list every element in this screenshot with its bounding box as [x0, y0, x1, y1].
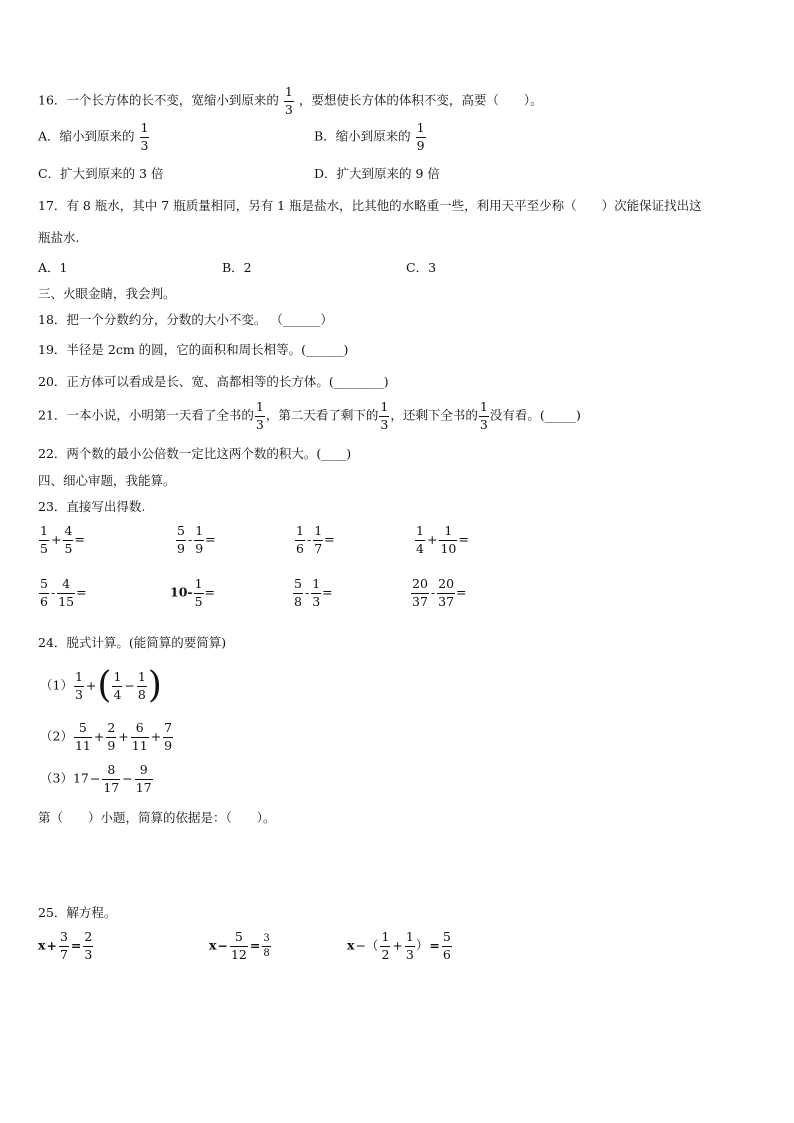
question-19: 19．半径是 2cm 的圆，它的面积和周长相等。(______) — [38, 342, 349, 357]
q16-option-b-label: B．缩小到原来的 — [314, 128, 411, 144]
q17-option-b[interactable]: B．2 — [222, 260, 252, 275]
section-3-heading: 三、火眼金睛，我会判。 — [38, 286, 176, 301]
q25-equation-1: x+ $\frac{3}{7}$ = $\frac{2}{3}$ — [38, 929, 93, 962]
question-16 — [38, 86, 543, 116]
q16-fraction: $\frac{1}{3}$ — [284, 84, 293, 117]
q16-option-b-fraction: $\frac{1}{9}$ — [416, 120, 425, 153]
question-24-title: 24．脱式计算。(能简算的要简算) — [38, 635, 227, 650]
q23-expr-1: $\frac{1}{5}$ + $\frac{4}{5}$ = — [40, 523, 85, 556]
question-18: 18．把一个分数约分，分数的大小不变。 （______） — [38, 312, 333, 327]
q16-text-pre: 16．一个长方体的长不变，宽缩小到原来的 — [38, 92, 279, 108]
q21-text-a: 21．一本小说，小明第一天看了全书的 — [38, 407, 254, 423]
question-21 — [38, 401, 581, 431]
q16-option-c[interactable]: C．扩大到原来的 3 倍 — [38, 166, 164, 181]
section-4-heading: 四、细心审题，我能算。 — [38, 473, 176, 488]
q16-option-b[interactable] — [314, 122, 427, 152]
q16-option-a-fraction: $\frac{1}{3}$ — [140, 120, 149, 153]
q23-expr-5: $\frac{5}{6}$ - $\frac{4}{15}$ = — [40, 576, 87, 609]
q16-option-d[interactable]: D．扩大到原来的 9 倍 — [314, 166, 440, 181]
q23-expr-8: $\frac{20}{37}$ - $\frac{20}{37}$ = — [412, 576, 467, 609]
question-23-title: 23．直接写出得数. — [38, 499, 146, 514]
q16-option-a-label: A．缩小到原来的 — [38, 128, 135, 144]
q25-equation-2: x− $\frac{5}{12}$ = $\frac{3}{8}$ — [209, 929, 270, 962]
q23-expr-6: 10- $\frac{1}{5}$ = — [170, 576, 216, 609]
q24-problem-2: （2） $\frac{5}{11}$ + $\frac{2}{9}$ + $\frac{6}{11}$ + $\frac{7}{9}$ — [40, 720, 173, 753]
q17-option-a[interactable]: A．1 — [38, 260, 68, 275]
q21-text-d: 没有看。(_____) — [489, 407, 581, 423]
q23-expr-2: $\frac{5}{9}$ - $\frac{1}{9}$ = — [177, 523, 216, 556]
q21-fraction-1: $\frac{1}{3}$ — [255, 399, 264, 432]
q23-expr-3: $\frac{1}{6}$ - $\frac{1}{7}$ = — [296, 523, 335, 556]
q24-problem-3: （3）17− $\frac{8}{17}$ − $\frac{9}{17}$ — [40, 762, 152, 795]
q24-problem-1: （1） $\frac{1}{3}$ +( $\frac{1}{4}$ − $\frac{1}{8}$ ) — [40, 665, 162, 706]
question-22: 22．两个数的最小公倍数一定比这两个数的积大。(____) — [38, 446, 352, 461]
q21-text-c: ，还剩下全书的 — [390, 407, 478, 423]
q16-option-a[interactable] — [38, 122, 150, 152]
q16-text-post: ，要想使长方体的体积不变，高要（ ）。 — [298, 92, 543, 108]
question-20: 20．正方体可以看成是长、宽、高都相等的长方体。(________) — [38, 374, 389, 389]
q21-fraction-3: $\frac{1}{3}$ — [479, 399, 488, 432]
question-25-title: 25．解方程。 — [38, 905, 117, 920]
q21-text-b: ，第二天看了剩下的 — [265, 407, 379, 423]
q25-equation-3: x−（ $\frac{1}{2}$ + $\frac{1}{3}$ ）= $\frac{5}{6}$ — [347, 929, 451, 962]
question-17-line2: 瓶盐水. — [38, 230, 80, 245]
q17-option-c[interactable]: C．3 — [406, 260, 437, 275]
q21-fraction-2: $\frac{1}{3}$ — [380, 399, 389, 432]
q23-expr-4: $\frac{1}{4}$ + $\frac{1}{10}$ = — [416, 523, 469, 556]
q23-expr-7: $\frac{5}{8}$ - $\frac{1}{3}$ = — [294, 576, 333, 609]
question-17-line1: 17．有 8 瓶水，其中 7 瓶质量相同，另有 1 瓶是盐水，比其他的水略重一些，利用天平至少称（ ）次能保证找出这 — [38, 198, 702, 213]
q24-note: 第（ ）小题，简算的依据是：（ ）。 — [38, 810, 276, 825]
